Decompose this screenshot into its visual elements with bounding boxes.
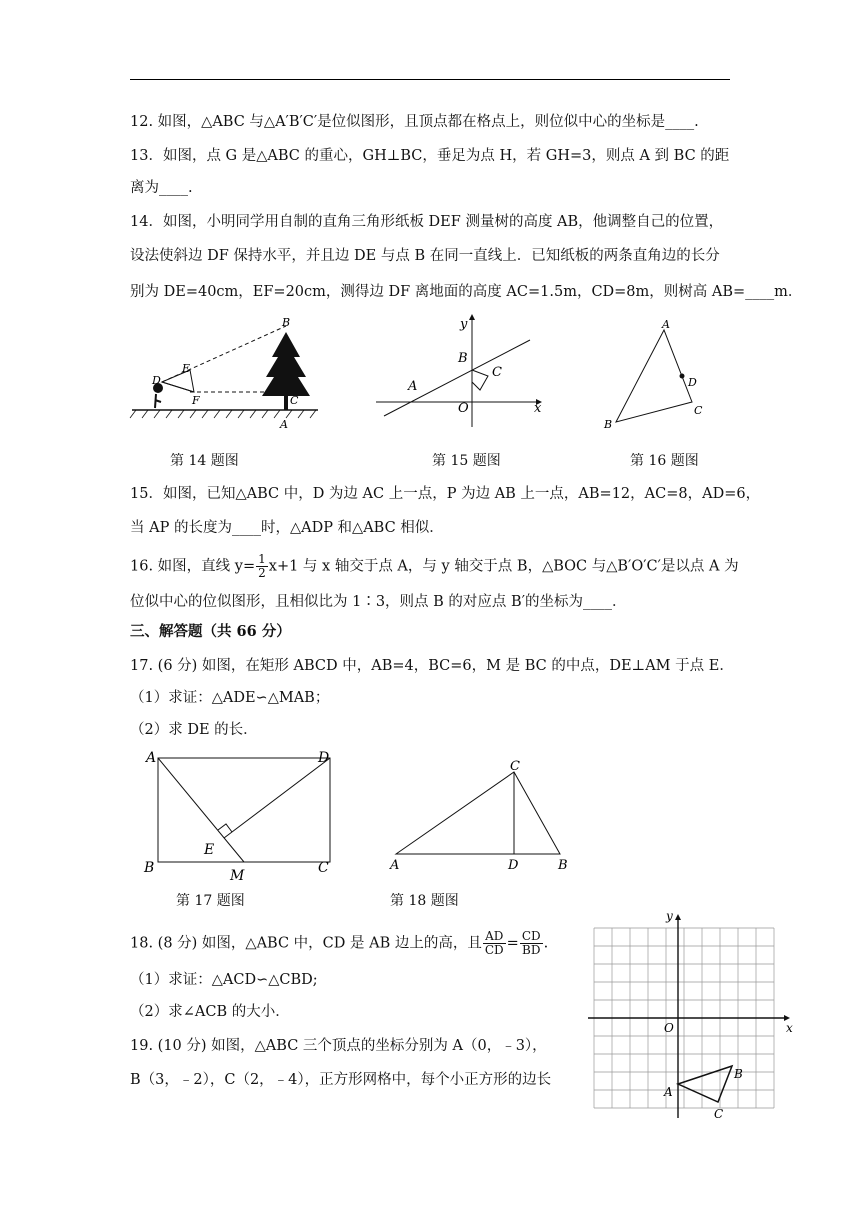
label-A: A — [408, 379, 418, 394]
q18-eq: = — [506, 935, 519, 952]
label-D: D — [318, 750, 330, 766]
label-B: B — [458, 351, 468, 366]
axis-y-label: y — [666, 909, 673, 923]
question-17-part2: （2）求 DE 的长． — [130, 722, 258, 738]
figure-18 — [386, 756, 576, 876]
q18-f2-den: BD — [522, 943, 541, 957]
question-16-line1 — [130, 553, 739, 580]
caption-fig14: 第 14 题图 — [170, 453, 239, 469]
axis-y-label: y — [460, 317, 468, 332]
question-18-part2: （2）求∠ACB 的大小． — [130, 1004, 290, 1020]
label-E: E — [204, 842, 215, 858]
figure-14 — [128, 312, 328, 432]
label-A: A — [390, 858, 400, 873]
question-16-line2: 位似中心的位似图形，且相似比为 1∶3，则点 B 的对应点 B′的坐标为____． — [130, 594, 627, 610]
label-C: C — [510, 759, 520, 774]
q18-f1-den: CD — [484, 943, 504, 957]
label-D: D — [688, 376, 697, 389]
label-B: B — [604, 418, 613, 431]
q16-post: x+1 与 x 轴交于点 A，与 y 轴交于点 B，△BOC 与△B′O′C′是以点 A 为 — [268, 558, 739, 575]
question-14-line1: 14．如图，小明同学用自制的直角三角形纸板 DEF 测量树的高度 AB，他调整自己的位置， — [130, 214, 724, 230]
label-B: B — [282, 316, 291, 329]
q18-fraction-1 — [483, 930, 506, 957]
question-18 — [130, 930, 548, 957]
label-B: B — [734, 1067, 743, 1081]
label-B: B — [558, 858, 568, 873]
question-18-part1: （1）求证：△ACD∽△CBD; — [130, 972, 318, 988]
axis-x-label: x — [534, 401, 542, 416]
question-19-line2: B（3，﹣2），C（2，﹣4），正方形网格中，每个小正方形的边长 — [130, 1072, 552, 1088]
question-14-line2: 设法使斜边 DF 保持水平，并且边 DE 与点 B 在同一直线上．已知纸板的两条直角边的长分 — [130, 248, 720, 264]
label-C: C — [290, 394, 299, 407]
question-17: 17. (6 分) 如图，在矩形 ABCD 中，AB=4，BC=6，M 是 BC 的中点，DE⊥AM 于点 E． — [130, 658, 734, 674]
axis-x-label: x — [786, 1021, 793, 1035]
label-C: C — [694, 404, 703, 417]
label-C: C — [318, 860, 329, 876]
label-F: F — [192, 394, 200, 407]
q16-frac-num: 1 — [258, 552, 266, 566]
label-A: A — [662, 318, 670, 331]
q18-f2-num: CD — [521, 929, 541, 943]
q18-post: . — [543, 935, 549, 952]
question-13-line2: 离为____. — [130, 180, 193, 196]
caption-fig16: 第 16 题图 — [630, 453, 699, 469]
q18-fraction-2 — [520, 930, 543, 957]
label-A: A — [280, 418, 288, 431]
label-D: D — [508, 858, 519, 873]
q16-frac-den: 2 — [258, 566, 266, 580]
figure-15 — [372, 312, 544, 432]
q18-f1-num: AD — [483, 930, 506, 944]
question-15-line1: 15．如图，已知△ABC 中，D 为边 AC 上一点，P 为边 AB 上一点，AB=12，AC=8，AD=6， — [130, 486, 761, 502]
label-A: A — [146, 750, 157, 766]
label-C: C — [492, 365, 502, 380]
label-D: D — [152, 374, 161, 387]
section-3-heading: 三、解答题（共 66 分） — [130, 623, 291, 640]
q18-pre: 18. (8 分) 如图，△ABC 中，CD 是 AB 边上的高，且 — [130, 935, 482, 952]
label-A: A — [664, 1085, 673, 1099]
caption-fig18: 第 18 题图 — [390, 893, 459, 909]
question-13-line1: 13．如图，点 G 是△ABC 的重心，GH⊥BC，垂足为点 H，若 GH=3，则点 A 到 BC 的距 — [130, 148, 730, 164]
label-C: C — [714, 1107, 724, 1121]
question-15-line2: 当 AP 的长度为____时，△ADP 和△ABC 相似． — [130, 520, 444, 536]
label-B: B — [144, 860, 155, 876]
q16-fraction — [256, 553, 268, 580]
figure-17 — [140, 748, 340, 882]
figure-19-grid — [584, 906, 800, 1128]
header-rule — [130, 79, 730, 80]
question-14-line3: 别为 DE=40cm，EF=20cm，测得边 DF 离地面的高度 AC=1.5m，CD=8m，则树高 AB=____m． — [130, 284, 803, 300]
figure-16 — [598, 316, 710, 434]
q16-pre: 16. 如图，直线 y= — [130, 558, 256, 575]
label-O: O — [458, 401, 469, 416]
question-12: 12. 如图，△ABC 与△A′B′C′是位似图形，且顶点都在格点上，则位似中心的坐标是____. — [130, 114, 699, 130]
caption-fig17: 第 17 题图 — [176, 893, 245, 909]
question-19-line1: 19. (10 分) 如图，△ABC 三个顶点的坐标分别为 A（0，﹣3）， — [130, 1038, 547, 1054]
label-M: M — [230, 868, 245, 882]
label-E: E — [182, 362, 191, 375]
label-O: O — [664, 1021, 674, 1035]
question-17-part1: （1）求证：△ADE∽△MAB； — [130, 690, 330, 706]
caption-fig15: 第 15 题图 — [432, 453, 501, 469]
